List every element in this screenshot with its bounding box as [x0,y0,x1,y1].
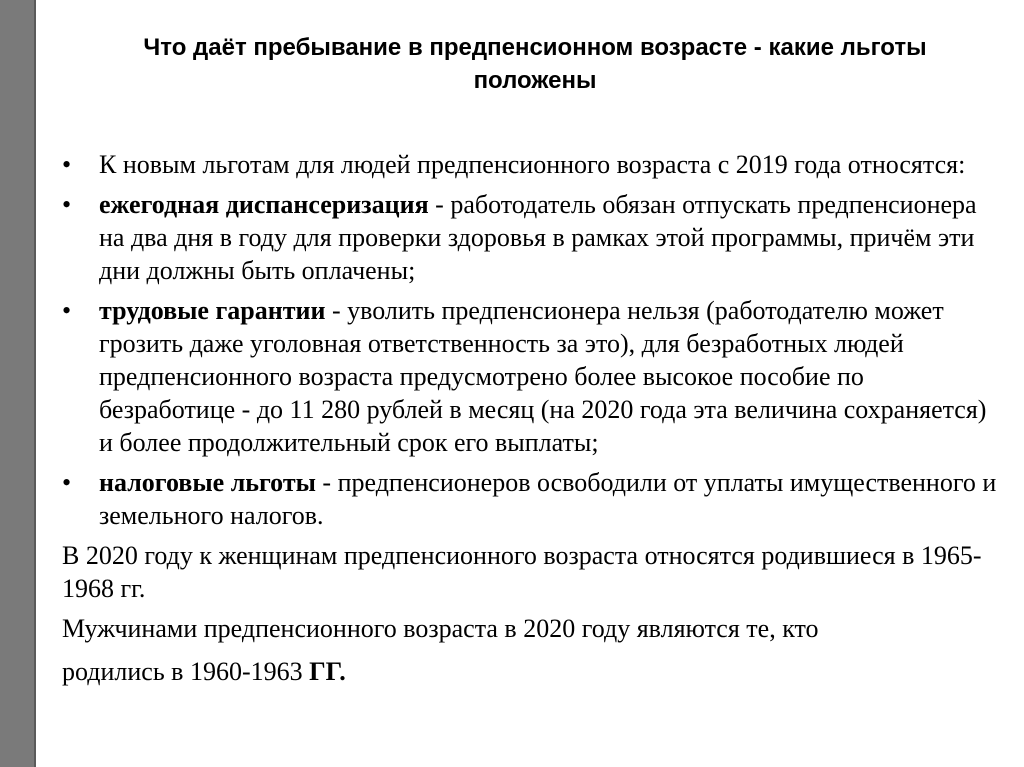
bullet-item-checkup [62,188,1002,287]
left-margin-edge [34,0,36,767]
paragraph-men-line2-wrap [62,655,1002,688]
paragraph-men-line1: Мужчинами предпенсионного возраста в 2020 году являются те, кто [62,614,819,643]
slide-content [62,148,1002,695]
bullet-text: - уволить предпенсионера нельзя (работодателю может грозить даже уголовная ответственность за это), для безработных людей предпенсионного возраста предусмотрено более высокое пособие по безработице - до 11 280 рублей в месяц (на 2020 года эта величина сохраняется) и более продолжительный срок его выплаты; [99,296,987,457]
paragraph-men [62,612,1002,688]
bullet-dot-icon: • [62,150,72,179]
bullet-item-intro [62,148,1002,181]
bullet-list [62,148,1002,532]
bullet-dot-icon: • [62,468,72,497]
bullet-term: трудовые гарантии [99,296,326,325]
bullet-text: - предпенсионеров освободили от уплаты имущественного и земельного налогов. [99,468,997,530]
bullet-term: налоговые льготы [99,468,316,497]
bullet-dot-icon: • [62,296,72,325]
bullet-text: - работодатель обязан отпускать предпенсионера на два дня в году для проверки здоровья в рамках этой программы, причём эти дни должны быть оплачены; [99,190,977,285]
bullet-dot-icon: • [62,190,72,219]
paragraph-women: В 2020 году к женщинам предпенсионного возраста относятся родившиеся в 1965-1968 гг. [62,541,982,603]
paragraph-men-line2: родились в 1960-1963 [62,657,310,686]
paragraph-men-suffix: ГГ. [309,657,346,686]
bullet-term: ежегодная диспансеризация [99,190,429,219]
bullet-item-labor [62,294,1002,459]
bullet-item-tax [62,466,1002,532]
slide-title: Что даёт пребывание в предпенсионном возрасте - какие льготы положены [143,34,927,94]
left-margin-band [0,0,34,767]
bullet-text: К новым льготам для людей предпенсионного возраста с 2019 года относятся: [99,150,966,179]
